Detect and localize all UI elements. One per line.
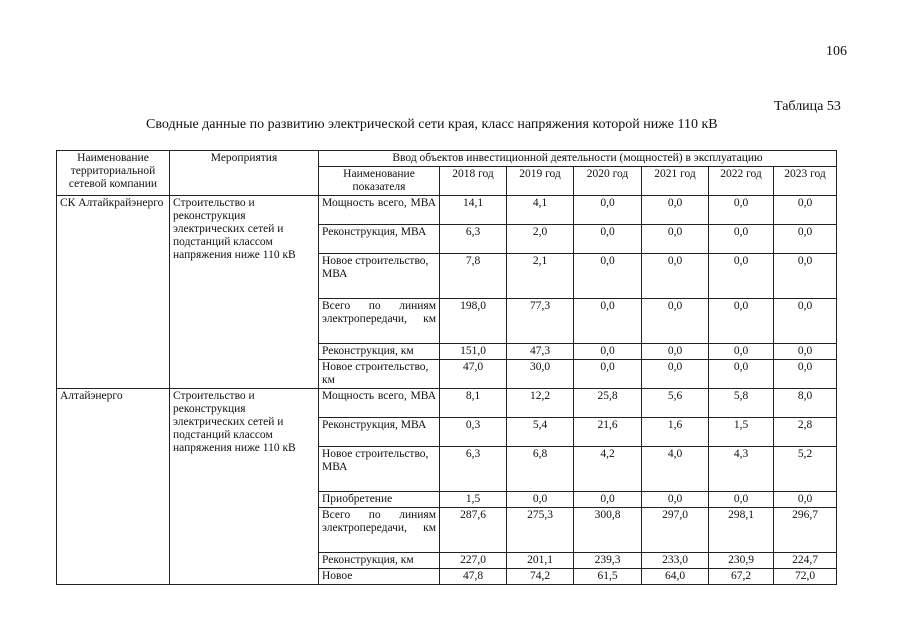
value-cell: 2,0 bbox=[507, 225, 574, 254]
indicator-cell: Всего по линиям электропередачи, км bbox=[319, 508, 440, 553]
header-company: Наименование территориальной сетевой компании bbox=[57, 151, 170, 196]
value-cell: 0,0 bbox=[642, 225, 709, 254]
value-cell: 0,0 bbox=[709, 225, 774, 254]
page-number: 106 bbox=[826, 44, 847, 59]
value-cell: 297,0 bbox=[642, 508, 709, 553]
header-year: 2023 год bbox=[774, 167, 837, 196]
value-cell: 6,3 bbox=[440, 447, 507, 492]
company-name: СК Алтайкрайэнерго bbox=[57, 196, 170, 389]
header-year: 2022 год bbox=[709, 167, 774, 196]
header-year: 2018 год bbox=[440, 167, 507, 196]
value-cell: 198,0 bbox=[440, 299, 507, 344]
value-cell: 25,8 bbox=[574, 389, 642, 418]
value-cell: 0,0 bbox=[574, 196, 642, 225]
header-year: 2021 год bbox=[642, 167, 709, 196]
value-cell: 47,8 bbox=[440, 569, 507, 585]
value-cell: 239,3 bbox=[574, 553, 642, 569]
value-cell: 1,5 bbox=[709, 418, 774, 447]
indicator-cell: Всего по линиям электропередачи, км bbox=[319, 299, 440, 344]
indicator-cell: Мощность всего, МВА bbox=[319, 389, 440, 418]
value-cell: 6,8 bbox=[507, 447, 574, 492]
value-cell: 4,0 bbox=[642, 447, 709, 492]
value-cell: 4,3 bbox=[709, 447, 774, 492]
value-cell: 0,0 bbox=[709, 299, 774, 344]
value-cell: 0,0 bbox=[709, 492, 774, 508]
indicator-cell: Мощность всего, МВА bbox=[319, 196, 440, 225]
value-cell: 0,0 bbox=[642, 344, 709, 360]
value-cell: 5,4 bbox=[507, 418, 574, 447]
header-measures: Мероприятия bbox=[170, 151, 319, 196]
value-cell: 300,8 bbox=[574, 508, 642, 553]
value-cell: 0,0 bbox=[574, 225, 642, 254]
value-cell: 67,2 bbox=[709, 569, 774, 585]
value-cell: 6,3 bbox=[440, 225, 507, 254]
value-cell: 0,0 bbox=[574, 492, 642, 508]
value-cell: 5,8 bbox=[709, 389, 774, 418]
value-cell: 0,0 bbox=[642, 254, 709, 299]
value-cell: 0,0 bbox=[774, 225, 837, 254]
value-cell: 0,0 bbox=[709, 254, 774, 299]
value-cell: 7,8 bbox=[440, 254, 507, 299]
value-cell: 8,1 bbox=[440, 389, 507, 418]
value-cell: 47,0 bbox=[440, 360, 507, 389]
value-cell: 0,0 bbox=[574, 360, 642, 389]
value-cell: 275,3 bbox=[507, 508, 574, 553]
value-cell: 151,0 bbox=[440, 344, 507, 360]
indicator-cell: Реконструкция, км bbox=[319, 344, 440, 360]
indicator-cell: Приобретение bbox=[319, 492, 440, 508]
indicator-cell: Реконструкция, МВА bbox=[319, 418, 440, 447]
value-cell: 72,0 bbox=[774, 569, 837, 585]
value-cell: 224,7 bbox=[774, 553, 837, 569]
value-cell: 77,3 bbox=[507, 299, 574, 344]
value-cell: 14,1 bbox=[440, 196, 507, 225]
company-name: Алтайэнерго bbox=[57, 389, 170, 585]
indicator-cell: Новое bbox=[319, 569, 440, 585]
value-cell: 0,0 bbox=[709, 344, 774, 360]
value-cell: 47,3 bbox=[507, 344, 574, 360]
indicator-cell: Реконструкция, МВА bbox=[319, 225, 440, 254]
value-cell: 0,0 bbox=[709, 196, 774, 225]
value-cell: 227,0 bbox=[440, 553, 507, 569]
value-cell: 0,0 bbox=[774, 344, 837, 360]
value-cell: 5,2 bbox=[774, 447, 837, 492]
header-year: 2019 год bbox=[507, 167, 574, 196]
table-label: Таблица 53 bbox=[774, 99, 841, 114]
value-cell: 296,7 bbox=[774, 508, 837, 553]
value-cell: 0,0 bbox=[574, 344, 642, 360]
value-cell: 2,1 bbox=[507, 254, 574, 299]
value-cell: 0,0 bbox=[774, 196, 837, 225]
value-cell: 0,0 bbox=[507, 492, 574, 508]
value-cell: 1,5 bbox=[440, 492, 507, 508]
value-cell: 0,0 bbox=[642, 492, 709, 508]
value-cell: 0,0 bbox=[574, 254, 642, 299]
table-title: Сводные данные по развитию электрической сети края, класс напряжения которой ниже 110 кВ bbox=[146, 117, 718, 132]
value-cell: 0,0 bbox=[774, 254, 837, 299]
indicator-cell: Новое строительство, МВА bbox=[319, 254, 440, 299]
indicator-cell: Новое строительство, км bbox=[319, 360, 440, 389]
header-year: 2020 год bbox=[574, 167, 642, 196]
value-cell: 0,0 bbox=[642, 299, 709, 344]
data-table bbox=[56, 150, 837, 585]
header-indicator: Наименование показателя bbox=[319, 167, 440, 196]
value-cell: 230,9 bbox=[709, 553, 774, 569]
value-cell: 21,6 bbox=[574, 418, 642, 447]
value-cell: 201,1 bbox=[507, 553, 574, 569]
value-cell: 12,2 bbox=[507, 389, 574, 418]
value-cell: 0,0 bbox=[774, 360, 837, 389]
value-cell: 233,0 bbox=[642, 553, 709, 569]
value-cell: 5,6 bbox=[642, 389, 709, 418]
value-cell: 30,0 bbox=[507, 360, 574, 389]
value-cell: 74,2 bbox=[507, 569, 574, 585]
value-cell: 0,0 bbox=[774, 299, 837, 344]
value-cell: 4,1 bbox=[507, 196, 574, 225]
header-group: Ввод объектов инвестиционной деятельности (мощностей) в эксплуатацию bbox=[319, 151, 837, 167]
value-cell: 2,8 bbox=[774, 418, 837, 447]
value-cell: 0,0 bbox=[642, 360, 709, 389]
table-row bbox=[57, 196, 837, 225]
value-cell: 298,1 bbox=[709, 508, 774, 553]
value-cell: 0,0 bbox=[642, 196, 709, 225]
value-cell: 8,0 bbox=[774, 389, 837, 418]
value-cell: 1,6 bbox=[642, 418, 709, 447]
indicator-cell: Реконструкция, км bbox=[319, 553, 440, 569]
company-measure: Строительство и реконструкция электрических сетей и подстанций классом напряжения ниже 110 кВ bbox=[170, 196, 319, 389]
value-cell: 0,0 bbox=[574, 299, 642, 344]
table-row bbox=[57, 389, 837, 418]
value-cell: 61,5 bbox=[574, 569, 642, 585]
value-cell: 0,0 bbox=[774, 492, 837, 508]
value-cell: 64,0 bbox=[642, 569, 709, 585]
value-cell: 287,6 bbox=[440, 508, 507, 553]
value-cell: 0,3 bbox=[440, 418, 507, 447]
company-measure: Строительство и реконструкция электрических сетей и подстанций классом напряжения ниже 110 кВ bbox=[170, 389, 319, 585]
value-cell: 4,2 bbox=[574, 447, 642, 492]
value-cell: 0,0 bbox=[709, 360, 774, 389]
indicator-cell: Новое строительство, МВА bbox=[319, 447, 440, 492]
